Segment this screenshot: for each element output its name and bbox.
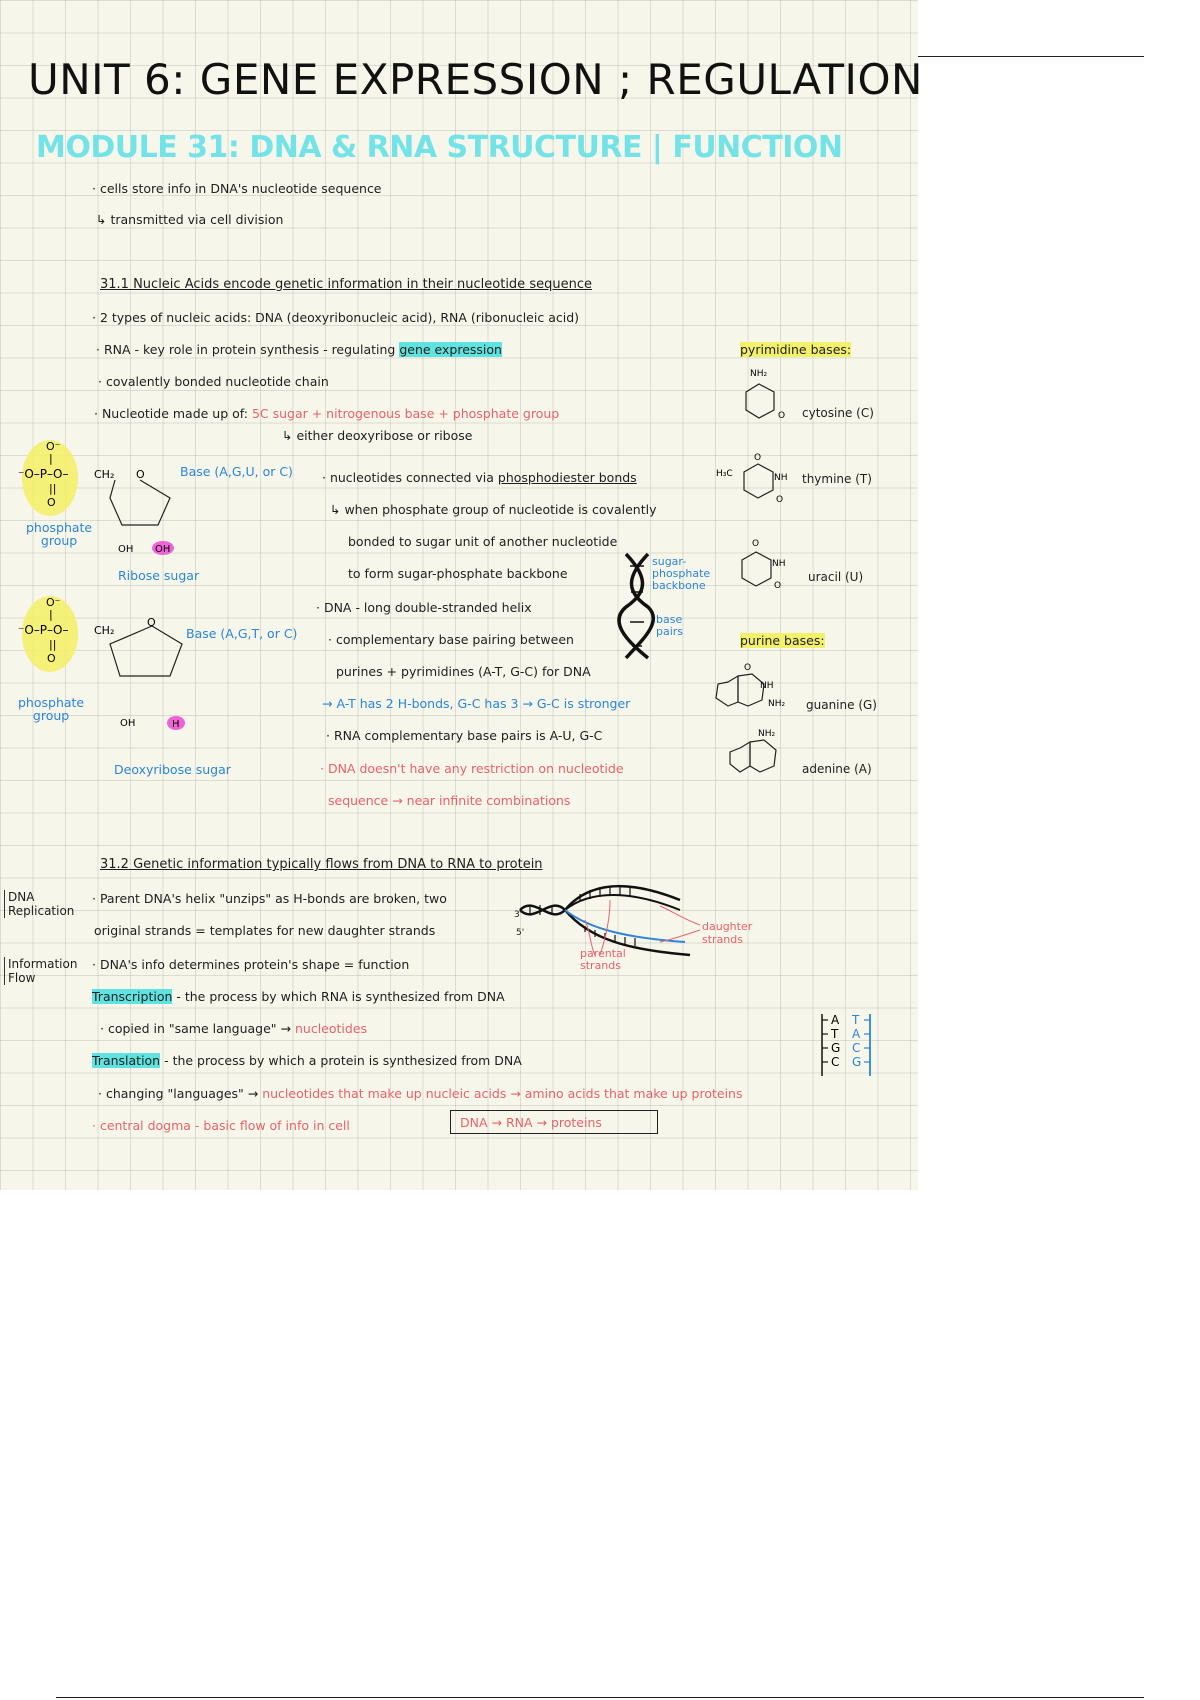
cytosine-label: cytosine (C) [802,406,874,420]
svg-text:NH₂: NH₂ [758,729,776,739]
adenine-structure [728,726,788,782]
hbond-line: → A-T has 2 H-bonds, G-C has 3 → G-C is stronger [322,696,631,711]
central-dogma-line: · central dogma - basic flow of info in cell [92,1118,350,1133]
svg-text:O: O [752,539,760,549]
section-31-2-heading: 31.2 Genetic information typically flows from DNA to RNA to protein [100,857,543,872]
phosphodiester-line [322,470,637,486]
ribose-ring [110,480,170,525]
restriction-line-2: sequence → near infinite combinations [328,793,571,808]
ribose-oh-1: OH [118,544,134,555]
ribose-phosphate-label: phosphate group [26,520,93,548]
ladder-left-base-2: T [831,1027,839,1041]
translation-sub-prefix: · changing "languages" → [98,1086,263,1101]
transcription-sub-prefix: · copied in "same language" → [100,1021,295,1036]
deoxy-phosphate-label: phosphate group [18,695,85,723]
dna-helix-line: · DNA - long double-stranded helix [316,600,532,615]
svg-text:NH: NH [774,473,788,483]
nucleotide-chain-line: · covalently bonded nucleotide chain [98,374,329,389]
deoxy-base-label: Base (A,G,T, or C) [186,626,298,641]
bottom-rule [56,1697,1144,1698]
phosphodiester-line-2: ↳ when phosphate group of nucleotide is covalently [330,502,657,517]
guanine-structure [710,660,802,720]
unit-title: UNIT 6: GENE EXPRESSION ; REGULATION [28,55,923,104]
rna-pairs-line: · RNA complementary base pairs is A-U, G-C [326,728,603,743]
rna-role-line [96,342,502,358]
thymine-label: thymine (T) [802,472,872,486]
translation-definition: - the process by which a protein is synthesized from DNA [160,1053,522,1068]
svg-text:O: O [136,468,145,481]
svg-text:H₃C: H₃C [716,469,733,479]
section-31-1-heading: 31.1 Nucleic Acids encode genetic information in their nucleotide sequence [100,277,592,292]
translation-sub-red: nucleotides that make up nucleic acids → amino acids that make up proteins [262,1086,743,1101]
central-dogma-box-text: DNA → RNA → proteins [460,1115,602,1130]
dna-replication-side-label: DNA Replication [4,890,74,918]
base-pairing-line-1: · complementary base pairing between [328,632,574,647]
svg-text:O⁻: O⁻ [46,440,61,453]
ribose-ch2: CH₂ [94,468,115,481]
ribose-base-label: Base (A,G,U, or C) [180,464,293,479]
translation-line [92,1053,522,1069]
svg-text:⁻O–P–O–: ⁻O–P–O– [18,467,69,481]
information-flow-line: · DNA's info determines protein's shape = function [92,957,410,972]
ladder-right-base-1: T [852,1013,860,1027]
svg-text:⁻O–P–O–: ⁻O–P–O– [18,623,69,637]
transcription-line [92,989,505,1005]
nucleic-acid-types: · 2 types of nucleic acids: DNA (deoxyribonucleic acid), RNA (ribonucleic acid) [92,310,580,325]
adenine-label: adenine (A) [802,762,872,776]
svg-text:NH₂: NH₂ [750,369,768,379]
deoxyribose-ring [110,626,182,676]
svg-text:O: O [47,496,56,509]
ladder-right-base-4: G [852,1055,862,1069]
svg-text:O: O [47,652,56,665]
base-pairing-line-2: purines + pyrimidines (A-T, G-C) for DNA [336,664,591,679]
svg-text:O: O [778,411,786,421]
ladder-left-base-4: C [831,1055,840,1069]
svg-text:||: || [49,638,57,651]
svg-text:NH₂: NH₂ [768,699,786,709]
transcription-sub-line [100,1021,367,1037]
replication-line-1: · Parent DNA's helix "unzips" as H-bonds are broken, two [92,891,447,906]
svg-text:|: | [49,608,53,621]
transcription-definition: - the process by which RNA is synthesized from DNA [172,989,505,1004]
ribose-sugar-label: Ribose sugar [118,568,200,583]
prime-3-label: 3' [514,910,523,920]
deoxy-sugar-label: Deoxyribose sugar [114,762,231,777]
nucleotide-parts-line [94,406,559,422]
svg-text:||: || [49,482,57,495]
nucleotide-parts-red: 5C sugar + nitrogenous base + phosphate group [251,406,560,421]
base-pairs-label: base pairs [656,613,684,638]
transcription-sub-red: nucleotides [294,1021,368,1036]
daughter-strands-label: daughter strands [702,920,753,946]
svg-text:O⁻: O⁻ [46,596,61,609]
thymine-structure [716,450,796,510]
gene-expression-highlight: gene expression [399,342,502,357]
top-rule [918,56,1144,57]
uracil-label: uracil (U) [808,570,864,584]
phosphodiester-underlined: phosphodiester bonds [497,470,637,485]
ladder-right-base-3: C [852,1041,861,1055]
intro-line-1: · cells store info in DNA's nucleotide sequence [92,181,382,196]
base-pair-ladder [818,1010,878,1080]
ribose-nucleotide-diagram [10,440,210,580]
purine-header-text: purine bases: [740,633,825,648]
svg-text:O: O [776,495,784,505]
phosphodiester-prefix: · nucleotides connected via [322,470,498,485]
rna-role-text: · RNA - key role in protein synthesis - regulating [96,342,400,357]
sugar-options-line: ↳ either deoxyribose or ribose [282,428,473,443]
deoxy-ch2: CH₂ [94,624,115,637]
prime-5-label: 5' [516,928,525,938]
deoxy-h: H [172,719,180,730]
transcription-highlight: Transcription [92,989,173,1004]
ladder-right-base-2: A [852,1027,861,1041]
restriction-line-1: · DNA doesn't have any restriction on nucleotide [320,761,624,776]
pyrimidine-header-text: pyrimidine bases: [740,342,852,357]
svg-text:O: O [774,581,782,591]
translation-highlight: Translation [92,1053,161,1068]
nucleotide-parts-prefix: · Nucleotide made up of: [94,406,252,421]
ribose-oh-2: OH [155,544,171,555]
svg-text:O: O [754,453,762,463]
svg-text:O: O [744,663,752,673]
replication-line-2: original strands = templates for new daughter strands [94,923,436,938]
svg-text:NH: NH [772,559,786,569]
cytosine-structure [744,366,794,426]
deoxy-oh: OH [120,718,136,729]
phosphodiester-line-4: to form sugar-phosphate backbone [348,566,568,581]
svg-text:NH: NH [760,681,774,691]
information-flow-side-label: Information Flow [4,957,77,985]
uracil-structure [738,536,798,598]
phosphodiester-line-3: bonded to sugar unit of another nucleotide [348,534,618,549]
translation-sub-line [98,1086,742,1102]
sugar-phosphate-backbone-label: sugar- phosphate backbone [652,555,711,592]
intro-line-2: ↳ transmitted via cell division [96,212,284,227]
ladder-left-base-3: G [831,1041,841,1055]
parental-strands-label: parental strands [580,947,626,972]
svg-text:|: | [49,452,53,465]
pyrimidine-header [740,342,851,358]
purine-header [740,633,825,649]
guanine-label: guanine (G) [806,698,877,712]
ladder-left-base-1: A [831,1013,840,1027]
module-title: MODULE 31: DNA & RNA STRUCTURE | FUNCTION [36,130,843,165]
svg-text:O: O [147,616,156,629]
